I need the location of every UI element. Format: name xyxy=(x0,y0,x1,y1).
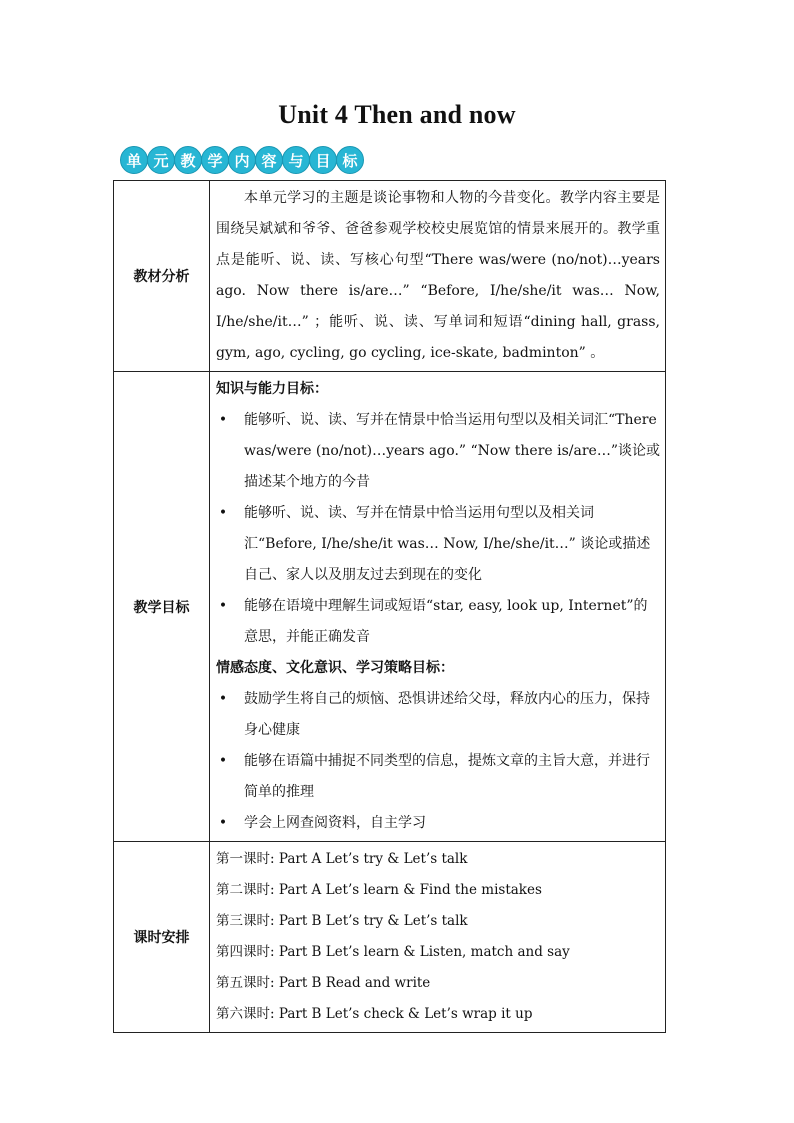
list-item xyxy=(216,684,660,746)
schedule-item: 第二课时: Part A Let’s learn & Find the mistakes xyxy=(216,882,542,898)
bullet-icon: • xyxy=(218,753,228,769)
list-item xyxy=(216,405,660,498)
goals-label: 教学目标 xyxy=(114,372,210,842)
bullet-icon: • xyxy=(218,815,228,831)
schedule-item: 第六课时: Part B Let’s check & Let’s wrap it up xyxy=(216,1006,533,1022)
list-item-text: 能够在语篇中捕捉不同类型的信息，提炼文章的主旨大意，并进行简单的推理 xyxy=(244,753,650,800)
banner-char: 元 xyxy=(147,146,175,174)
bullet-icon: • xyxy=(218,691,228,707)
schedule-item: 第三课时: Part B Let’s try & Let’s talk xyxy=(216,913,468,929)
goals-row xyxy=(114,372,666,842)
list-item xyxy=(216,591,660,653)
list-item-text: 能够听、说、读、写并在情景中恰当运用句型以及相关词汇“Before, I/he/she/it was… Now, I/he/she/it…” 谈论或描述自己、家人以及朋友过去到现在的变化 xyxy=(244,505,651,583)
schedule-cell xyxy=(210,842,666,1033)
analysis-row xyxy=(114,181,666,372)
list-item-text: 能够听、说、读、写并在情景中恰当运用句型以及相关词汇“There was/were (no/not)…years ago.” “Now there is/are…”谈论或描述某个地方的今昔 xyxy=(244,412,660,490)
list-item-text: 鼓励学生将自己的烦恼、恐惧讲述给父母，释放内心的压力，保持身心健康 xyxy=(244,691,650,738)
analysis-cell xyxy=(210,181,666,372)
list-item-text: 能够在语境中理解生词或短语“star, easy, look up, Internet”的意思，并能正确发音 xyxy=(244,598,648,645)
knowledge-goals-heading: 知识与能力目标： xyxy=(216,381,328,397)
schedule-item: 第五课时: Part B Read and write xyxy=(216,975,431,991)
unit-plan-table xyxy=(113,180,666,1033)
list-item xyxy=(216,498,660,591)
schedule-label: 课时安排 xyxy=(114,842,210,1033)
analysis-label: 教材分析 xyxy=(114,181,210,372)
banner-char: 学 xyxy=(201,146,229,174)
list-item-text: 学会上网查阅资料，自主学习 xyxy=(244,815,426,831)
page-title: Unit 4 Then and now xyxy=(278,100,516,129)
bullet-icon: • xyxy=(218,598,228,614)
banner-char: 单 xyxy=(120,146,148,174)
banner-char: 内 xyxy=(228,146,256,174)
list-item xyxy=(216,746,660,808)
section-banner xyxy=(120,146,363,174)
banner-char: 容 xyxy=(255,146,283,174)
schedule-row xyxy=(114,842,666,1033)
list-item xyxy=(216,808,660,839)
schedule-item: 第四课时: Part B Let’s learn & Listen, match and say xyxy=(216,944,570,960)
goals-cell xyxy=(210,372,666,842)
affective-goals-heading: 情感态度、文化意识、学习策略目标： xyxy=(216,660,454,676)
banner-char: 目 xyxy=(309,146,337,174)
bullet-icon: • xyxy=(218,505,228,521)
bullet-icon: • xyxy=(218,412,228,428)
schedule-item: 第一课时: Part A Let’s try & Let’s talk xyxy=(216,851,468,867)
banner-char: 标 xyxy=(336,146,364,174)
banner-char: 教 xyxy=(174,146,202,174)
banner-char: 与 xyxy=(282,146,310,174)
analysis-text: 本单元学习的主题是谈论事物和人物的今昔变化。教学内容主要是围绕吴斌斌和爷爷、爸爸参观学校校史展览馆的情景来展开的。教学重点是能听、说、读、写核心句型“There was/were (no/not)…years ago. Now there is/are…” “Before, I/he/she/it was… Now, I/he/she/it…” ；能听、说、读、写单词和短语“dining hall, grass, gym, ago, cycling, go cycling, ice-skate, badminton” 。 xyxy=(216,190,660,361)
